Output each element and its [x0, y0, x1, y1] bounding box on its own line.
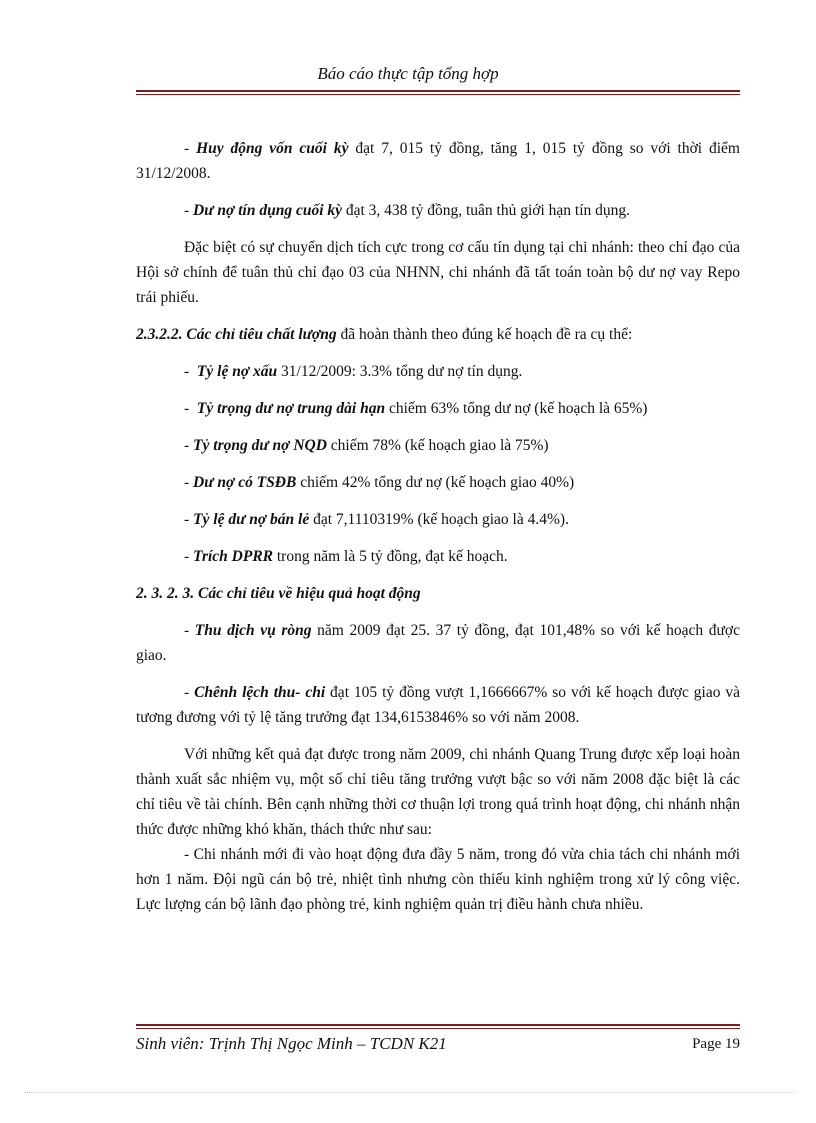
- section-heading-hieu-qua: 2. 3. 2. 3. Các chỉ tiêu về hiệu quả hoạt động: [136, 585, 421, 602]
- footer-rule: [136, 1024, 740, 1029]
- page-header-title: Báo cáo thực tập tổng hợp: [317, 64, 499, 83]
- paragraph-huy-dong-von: - Huy động vốn cuối kỳ đạt 7, 015 tỷ đồng, tăng 1, 015 tỷ đồng so với thời điểm 31/12/2008.: [136, 140, 740, 182]
- footer-author: Sinh viên: Trịnh Thị Ngọc Minh – TCDN K21: [136, 1034, 447, 1053]
- text: đạt 7,1110319% (kế hoạch giao là 4.4%).: [309, 511, 569, 528]
- text: đã hoàn thành theo đúng kế hoạch đề ra cụ thể:: [336, 326, 633, 343]
- text: chiếm 42% tổng dư nợ (kế hoạch giao 40%): [296, 474, 575, 491]
- paragraph-thu-dich-vu: - Thu dịch vụ ròng năm 2009 đạt 25. 37 tỷ đồng, đạt 101,48% so với kế hoạch được giao.: [136, 622, 740, 664]
- text: năm 2009 đạt 25. 37 tỷ đồng, đạt 101,48% so với kế hoạch được giao.: [136, 622, 740, 664]
- paragraph-chuyen-dich: Đặc biệt có sự chuyển dịch tích cực trong cơ cấu tín dụng tại chi nhánh: theo chỉ đạo của Hội sở chính để tuân thủ chỉ đạo 03 của NHNN, chi nhánh đã tất toán toàn bộ dư nợ vay Repo trái phiếu.: [136, 239, 740, 306]
- term: Tỷ lệ dư nợ bán lẻ: [193, 511, 310, 528]
- bullet-tsdb: - Dư nợ có TSĐB chiếm 42% tổng dư nợ (kế hoạch giao 40%): [184, 474, 575, 491]
- term: Huy động vốn cuối kỳ: [196, 140, 349, 157]
- text: chiếm 78% (kế hoạch giao là 75%): [326, 437, 549, 454]
- bullet-trung-dai-han: - Tỷ trọng dư nợ trung dài hạn chiếm 63% tổng dư nợ (kế hoạch là 65%): [184, 400, 648, 417]
- header-rule: [136, 90, 740, 95]
- page-number: Page 19: [692, 1036, 740, 1052]
- bullet-ty-le-no-xau: - Tỷ lệ nợ xấu 31/12/2009: 3.3% tổng dư nợ tín dụng.: [184, 363, 523, 380]
- text: đạt 105 tỷ đồng vượt 1,1666667% so với kế hoạch được giao và tương đương với tỷ lệ tăng trưởng đạt 134,6153846% so với năm 2008.: [136, 684, 741, 726]
- page-break-line: [24, 1092, 794, 1093]
- paragraph-chenh-lech: - Chênh lệch thu- chi đạt 105 tỷ đồng vượt 1,1666667% so với kế hoạch được giao và tương đương với tỷ lệ tăng trưởng đạt 134,6153846% so với năm 2008.: [136, 684, 741, 726]
- term: Tỷ trọng dư nợ trung dài hạn: [196, 400, 386, 417]
- document-body: [136, 136, 740, 929]
- text: trong năm là 5 tỷ đồng, đạt kế hoạch.: [273, 548, 508, 565]
- paragraph-du-no-tin-dung: - Dư nợ tín dụng cuối kỳ đạt 3, 438 tỷ đồng, tuân thủ giới hạn tín dụng.: [184, 202, 631, 219]
- text: 31/12/2009: 3.3% tổng dư nợ tín dụng.: [277, 363, 523, 380]
- bullet-nqd: - Tỷ trọng dư nợ NQD chiếm 78% (kế hoạch giao là 75%): [184, 437, 549, 454]
- term: Tỷ trọng dư nợ NQD: [193, 437, 327, 454]
- term: Thu dịch vụ ròng: [194, 622, 312, 639]
- term: Dư nợ tín dụng cuối kỳ: [193, 202, 342, 219]
- paragraph-kho-khan: - Chi nhánh mới đi vào hoạt động đưa đầy 5 năm, trong đó vừa chia tách chi nhánh mới hơn 1 năm. Đội ngũ cán bộ trẻ, nhiệt tình nhưng còn thiếu kinh nghiệm trong xử lý công việc. Lực lượng cán bộ lãnh đạo phòng trẻ, kinh nghiệm quản trị điều hành chưa nhiều.: [136, 846, 740, 913]
- term: Chênh lệch thu- chi: [194, 684, 326, 701]
- section-heading-chat-luong: [136, 322, 740, 347]
- bullet-dprr: - Trích DPRR trong năm là 5 tỷ đồng, đạt kế hoạch.: [184, 548, 508, 565]
- bullet-ban-le: - Tỷ lệ dư nợ bán lẻ đạt 7,1110319% (kế hoạch giao là 4.4%).: [184, 511, 569, 528]
- heading-term: 2.3.2.2. Các chỉ tiêu chất lượng: [136, 326, 337, 343]
- text: đạt 3, 438 tỷ đồng, tuân thủ giới hạn tín dụng.: [342, 202, 631, 219]
- term: Trích DPRR: [193, 548, 273, 565]
- text: chiếm 63% tổng dư nợ (kế hoạch là 65%): [385, 400, 648, 417]
- text: đạt 7, 015 tỷ đồng, tăng 1, 015 tỷ đồng so với thời điểm 31/12/2008.: [136, 140, 740, 182]
- term: Dư nợ có TSĐB: [193, 474, 297, 491]
- paragraph-ket-qua: Với những kết quả đạt được trong năm 2009, chi nhánh Quang Trung được xếp loại hoàn thành xuất sắc nhiệm vụ, một số chỉ tiêu tăng trưởng vượt bậc so với năm 2008 đặc biệt là các chỉ tiêu về tài chính. Bên cạnh những thời cơ thuận lợi trong quá trình hoạt động, chi nhánh nhận thức được những khó khăn, thách thức như sau:: [136, 746, 740, 838]
- term: Tỷ lệ nợ xấu: [196, 363, 278, 380]
